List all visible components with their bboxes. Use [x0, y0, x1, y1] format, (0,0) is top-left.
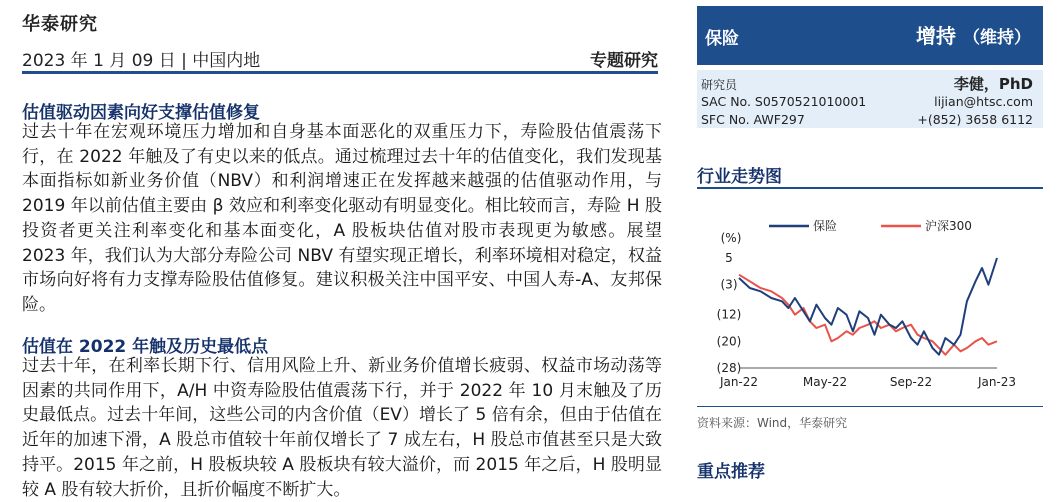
legend-label-1: 沪深300: [925, 219, 972, 233]
sector-label: 保险: [705, 29, 739, 49]
rating-value: 增持: [916, 24, 957, 48]
rating-note: （维持）: [963, 28, 1031, 48]
x-tick-label: Sep-22: [889, 375, 933, 389]
x-tick-label: May-22: [802, 375, 848, 389]
header-divider: [22, 71, 658, 74]
analyst-role: 研究员: [701, 78, 738, 92]
analyst-sfc: SFC No. AWF297: [701, 112, 805, 127]
y-axis-unit: (%): [720, 231, 742, 245]
report-date-region: 2023 年 1 月 09 日 | 中国内地: [22, 51, 261, 71]
y-tick-label: (20): [716, 334, 742, 349]
rating-label: [916, 20, 1031, 49]
x-tick-label: Jan-22: [719, 375, 759, 389]
series-line-1: [739, 275, 997, 355]
y-tick-label: (3): [720, 277, 738, 292]
section-heading-2: 估值在 2022 年触及历史最低点: [22, 337, 269, 357]
x-tick-label: Jan-23: [977, 375, 1017, 389]
chart-source: 资料来源：Wind，华泰研究: [697, 416, 848, 430]
analyst-box: [697, 70, 1043, 128]
trend-chart: [697, 210, 1043, 406]
legend-label-0: 保险: [813, 219, 838, 233]
date-line: [22, 46, 658, 71]
y-tick-label: (12): [716, 307, 742, 322]
y-tick-label: 5: [725, 251, 733, 265]
section-body-2: 过去十年，在利率长期下行、信用风险上升、新业务价值增长疲弱、权益市场动荡等因素的共同作用下，A/H 中资寿险股估值震荡下行，并于 2022 年 10 月末触及了历史最低点。过去十年间，这些公司的内含价值（EV）增长了 5 倍有余，但由于估值在近年的加速下滑，A 股总市值较十年前仅增长了 7 成左右，H 股总市值甚至只是大致持平。2015 年之前，H 股板块较 A 股板块有较大溢价，而 2015 年之后，H 股明显较 A 股有较大折价，且折价幅度不断扩大。: [22, 356, 662, 500]
series-line-0: [739, 258, 997, 355]
y-tick-label: (28): [716, 361, 742, 375]
analyst-phone: +(852) 3658 6112: [917, 112, 1033, 127]
trend-title-rule: [697, 187, 1043, 189]
recommendation-title: 重点推荐: [697, 462, 765, 482]
trend-chart-svg: [697, 210, 1043, 406]
trend-chart-title: 行业走势图: [697, 167, 782, 187]
analyst-name: 李健，PhD: [953, 75, 1033, 93]
analyst-sac: SAC No. S0570521010001: [701, 94, 867, 109]
chart-bottom-rule: [697, 406, 1043, 407]
brand-logo-text: 华泰研究: [22, 14, 98, 35]
report-type: 专题研究: [590, 51, 658, 71]
analyst-email[interactable]: lijian@htsc.com: [934, 94, 1033, 109]
rating-banner: [697, 6, 1043, 65]
section-heading-1: 估值驱动因素向好支撑估值修复: [22, 103, 260, 123]
section-body-1: 过去十年在宏观环境压力增加和自身基本面恶化的双重压力下，寿险股估值震荡下行，在 2022 年触及了有史以来的低点。通过梳理过去十年的估值变化，我们发现基本面指标如新业务价值（NBV）和利润增速正在发挥越来越强的估值驱动作用，与 2019 年以前估值主要由 β 效应和利率变化驱动有明显变化。相比较而言，寿险 H 股投资者更关注利率变化和基本面变化，A 股板块估值对股市表现更为敏感。展望 2023 年，我们认为大部分寿险公司 NBV 有望实现正增长，利率环境相对稳定，权益市场向好将有力支撑寿险股估值修复。建议积极关注中国平安、中国人寿-A、友邦保险。: [22, 122, 662, 315]
